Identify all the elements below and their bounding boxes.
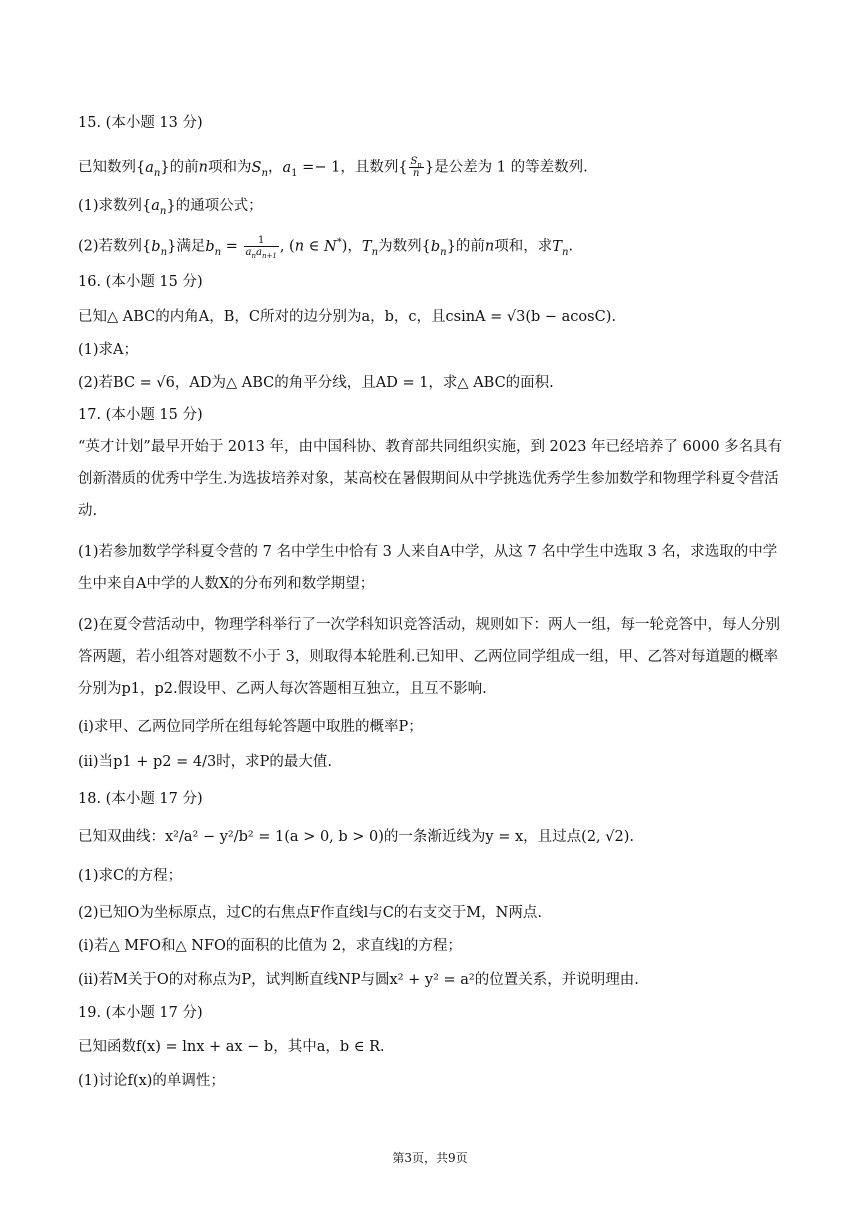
q18-part-2-i: (i)若△ MFO和△ NFO的面积的比值为 2，求直线l的方程； — [78, 938, 462, 954]
q17-header: 17. (本小题 15 分) — [78, 407, 203, 423]
q17-part-2-ii: (ii)当p1 + p2 = 4/3时，求P的最大值. — [78, 754, 333, 770]
q15-part-1: (1)求数列$\{a_n\}$的通项公式； — [78, 198, 263, 217]
q16-part-2: (2)若BC = √6，AD为△ ABC的角平分线，且AD = 1，求△ ABC的面积. — [78, 375, 554, 391]
q19-stem: 已知函数f(x) = lnx + ax − b，其中a，b ∈ R. — [78, 1039, 385, 1055]
q18-header: 18. (本小题 17 分) — [78, 791, 203, 807]
q17-part-2: (2)在夏令营活动中，物理学科举行了一次学科知识竞答活动，规则如下：两人一组，每一轮竞答中，每人分别答两题，若小组答对题数不小于 3，则取得本轮胜利.已知甲、乙两位同学组成一组，甲、乙答对每道题的概率分别为p1，p2.假设甲、乙两人每次答题相互独立，且互不影响. — [78, 617, 781, 697]
page-footer: 第3页，共9页 — [392, 1151, 468, 1165]
q17-part-2-i: (i)求甲、乙两位同学所在组每轮答题中取胜的概率P； — [78, 719, 423, 735]
q17-part-1: (1)若参加数学学科夏令营的 7 名中学生中恰有 3 人来自A中学，从这 7 名中学生中选取 3 名，求选取的中学生中来自A中学的人数X的分布列和数学期望； — [78, 544, 778, 592]
q19-header: 19. (本小题 17 分) — [78, 1005, 203, 1021]
q15-stem: 已知数列$\{a_n\}$的前n项和为$S_n$，$a_1 =- 1$，且数列{ $\frac{S_n}{n}$ }是公差为 1 的等差数列. — [78, 156, 588, 179]
q19-part-1: (1)讨论f(x)的单调性； — [78, 1073, 225, 1089]
q18-part-1: (1)求C的方程； — [78, 868, 183, 884]
q16-stem: 已知△ ABC的内角A，B，C所对的边分别为a，b，c，且csinA = √3(b − acosC). — [78, 309, 616, 325]
q18-part-2-ii: (ii)若M关于O的对称点为P，试判断直线NP与圆x² + y² = a²的位置关系，并说明理由. — [78, 972, 639, 988]
q16-header: 16. (本小题 15 分) — [78, 274, 203, 290]
q17-intro: “英才计划”最早开始于 2013 年，由中国科协、教育部共同组织实施，到 2023 年已经培养了 6000 多名具有创新潜质的优秀中学生.为选拔培养对象，某高校在暑假期间从中学挑选优秀学生参加数学和物理学科夏令营活动. — [78, 439, 783, 519]
q18-part-2: (2)已知O为坐标原点，过C的右焦点F作直线l与C的右支交于M，N两点. — [78, 905, 542, 921]
q15-part-2: (2)若数列$\{b_n\}$满足$b_n$ = $\frac{1}{a_na_{n+1}}$ , (n ∈ N*)，$T_n$为数列$\{b_n\}$的前n项和，求$T_n$. — [78, 235, 574, 260]
q15-header: 15. (本小题 13 分) — [78, 115, 203, 131]
q18-stem: 已知双曲线：x²/a² − y²/b² = 1(a > 0, b > 0)的一条渐近线为y = x，且过点(2, √2). — [78, 829, 634, 845]
q16-part-1: (1)求A； — [78, 342, 139, 358]
